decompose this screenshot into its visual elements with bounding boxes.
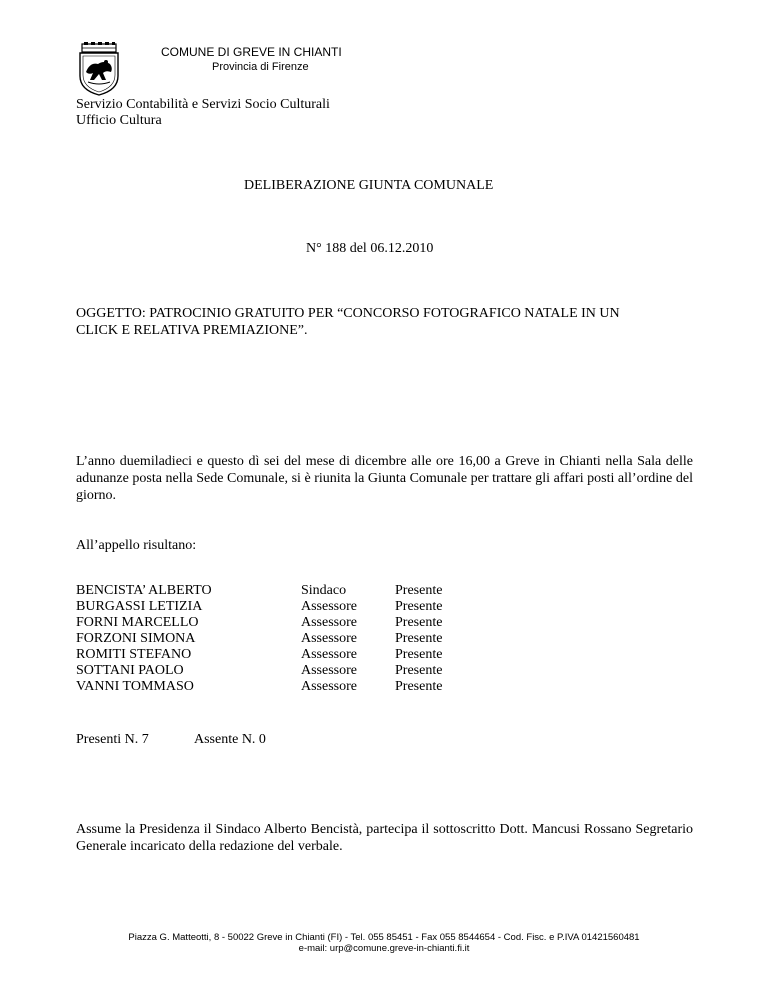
attendance-table	[76, 583, 442, 695]
attendee-role: Assessore	[301, 599, 357, 614]
attendee-status: Presente	[395, 647, 443, 662]
subject-line-2: CLICK E RELATIVA PREMIAZIONE”.	[76, 323, 308, 338]
attendee-status: Presente	[395, 583, 443, 598]
attendee-name: FORZONI SIMONA	[76, 631, 196, 646]
attendee-name: SOTTANI PAOLO	[76, 663, 184, 678]
municipality-name: COMUNE DI GREVE IN CHIANTI	[161, 45, 342, 59]
attendee-row	[76, 583, 442, 599]
municipal-crest-icon	[76, 42, 122, 96]
attendee-role: Assessore	[301, 679, 357, 694]
presidency-paragraph: Assume la Presidenza il Sindaco Alberto Bencistà, partecipa il sottoscritto Dott. Mancusi Rossano Segretario Generale incaricato della redazione del verbale.	[76, 822, 693, 854]
attendee-role: Assessore	[301, 631, 357, 646]
attendee-row	[76, 631, 442, 647]
attendee-role: Assessore	[301, 663, 357, 678]
attendee-row	[76, 647, 442, 663]
attendee-status: Presente	[395, 615, 443, 630]
footer-email: e-mail: urp@comune.greve-in-chianti.fi.it	[298, 943, 470, 954]
present-count: Presenti N. 7	[76, 732, 149, 747]
intro-paragraph: L’anno duemiladieci e questo dì sei del mese di dicembre alle ore 16,00 a Greve in Chianti nella Sala delle adunanze posta nella Sede Comunale, si è riunita la Giunta Comunale per trattare gli affari posti all’ordine del giorno.	[76, 454, 693, 503]
attendee-status: Presente	[395, 631, 443, 646]
attendee-status: Presente	[395, 663, 443, 678]
attendee-name: FORNI MARCELLO	[76, 615, 199, 630]
attendee-status: Presente	[395, 599, 443, 614]
department-name: Servizio Contabilità e Servizi Socio Culturali	[76, 97, 330, 112]
attendee-row	[76, 663, 442, 679]
document-title: DELIBERAZIONE GIUNTA COMUNALE	[244, 178, 494, 193]
roll-call-label: All’appello risultano:	[76, 538, 197, 553]
attendee-role: Assessore	[301, 647, 357, 662]
attendee-row	[76, 615, 442, 631]
office-name: Ufficio Cultura	[76, 113, 162, 128]
attendee-row	[76, 599, 442, 615]
attendee-name: BURGASSI LETIZIA	[76, 599, 203, 614]
absent-count: Assente N. 0	[194, 732, 266, 747]
attendee-status: Presente	[395, 679, 443, 694]
document-number: N° 188 del 06.12.2010	[306, 241, 434, 256]
attendee-role: Sindaco	[301, 583, 347, 598]
footer-address: Piazza G. Matteotti, 8 - 50022 Greve in Chianti (FI) - Tel. 055 85451 - Fax 055 8544654 - Cod. Fisc. e P.IVA 01421560481	[128, 932, 640, 943]
attendee-name: BENCISTA’ ALBERTO	[76, 583, 212, 598]
subject-line-1: OGGETTO: PATROCINIO GRATUITO PER “CONCORSO FOTOGRAFICO NATALE IN UN	[76, 306, 620, 321]
attendee-row	[76, 679, 442, 695]
attendee-role: Assessore	[301, 615, 357, 630]
attendee-name: ROMITI STEFANO	[76, 647, 192, 662]
province-name: Provincia di Firenze	[212, 61, 309, 73]
attendee-name: VANNI TOMMASO	[76, 679, 194, 694]
